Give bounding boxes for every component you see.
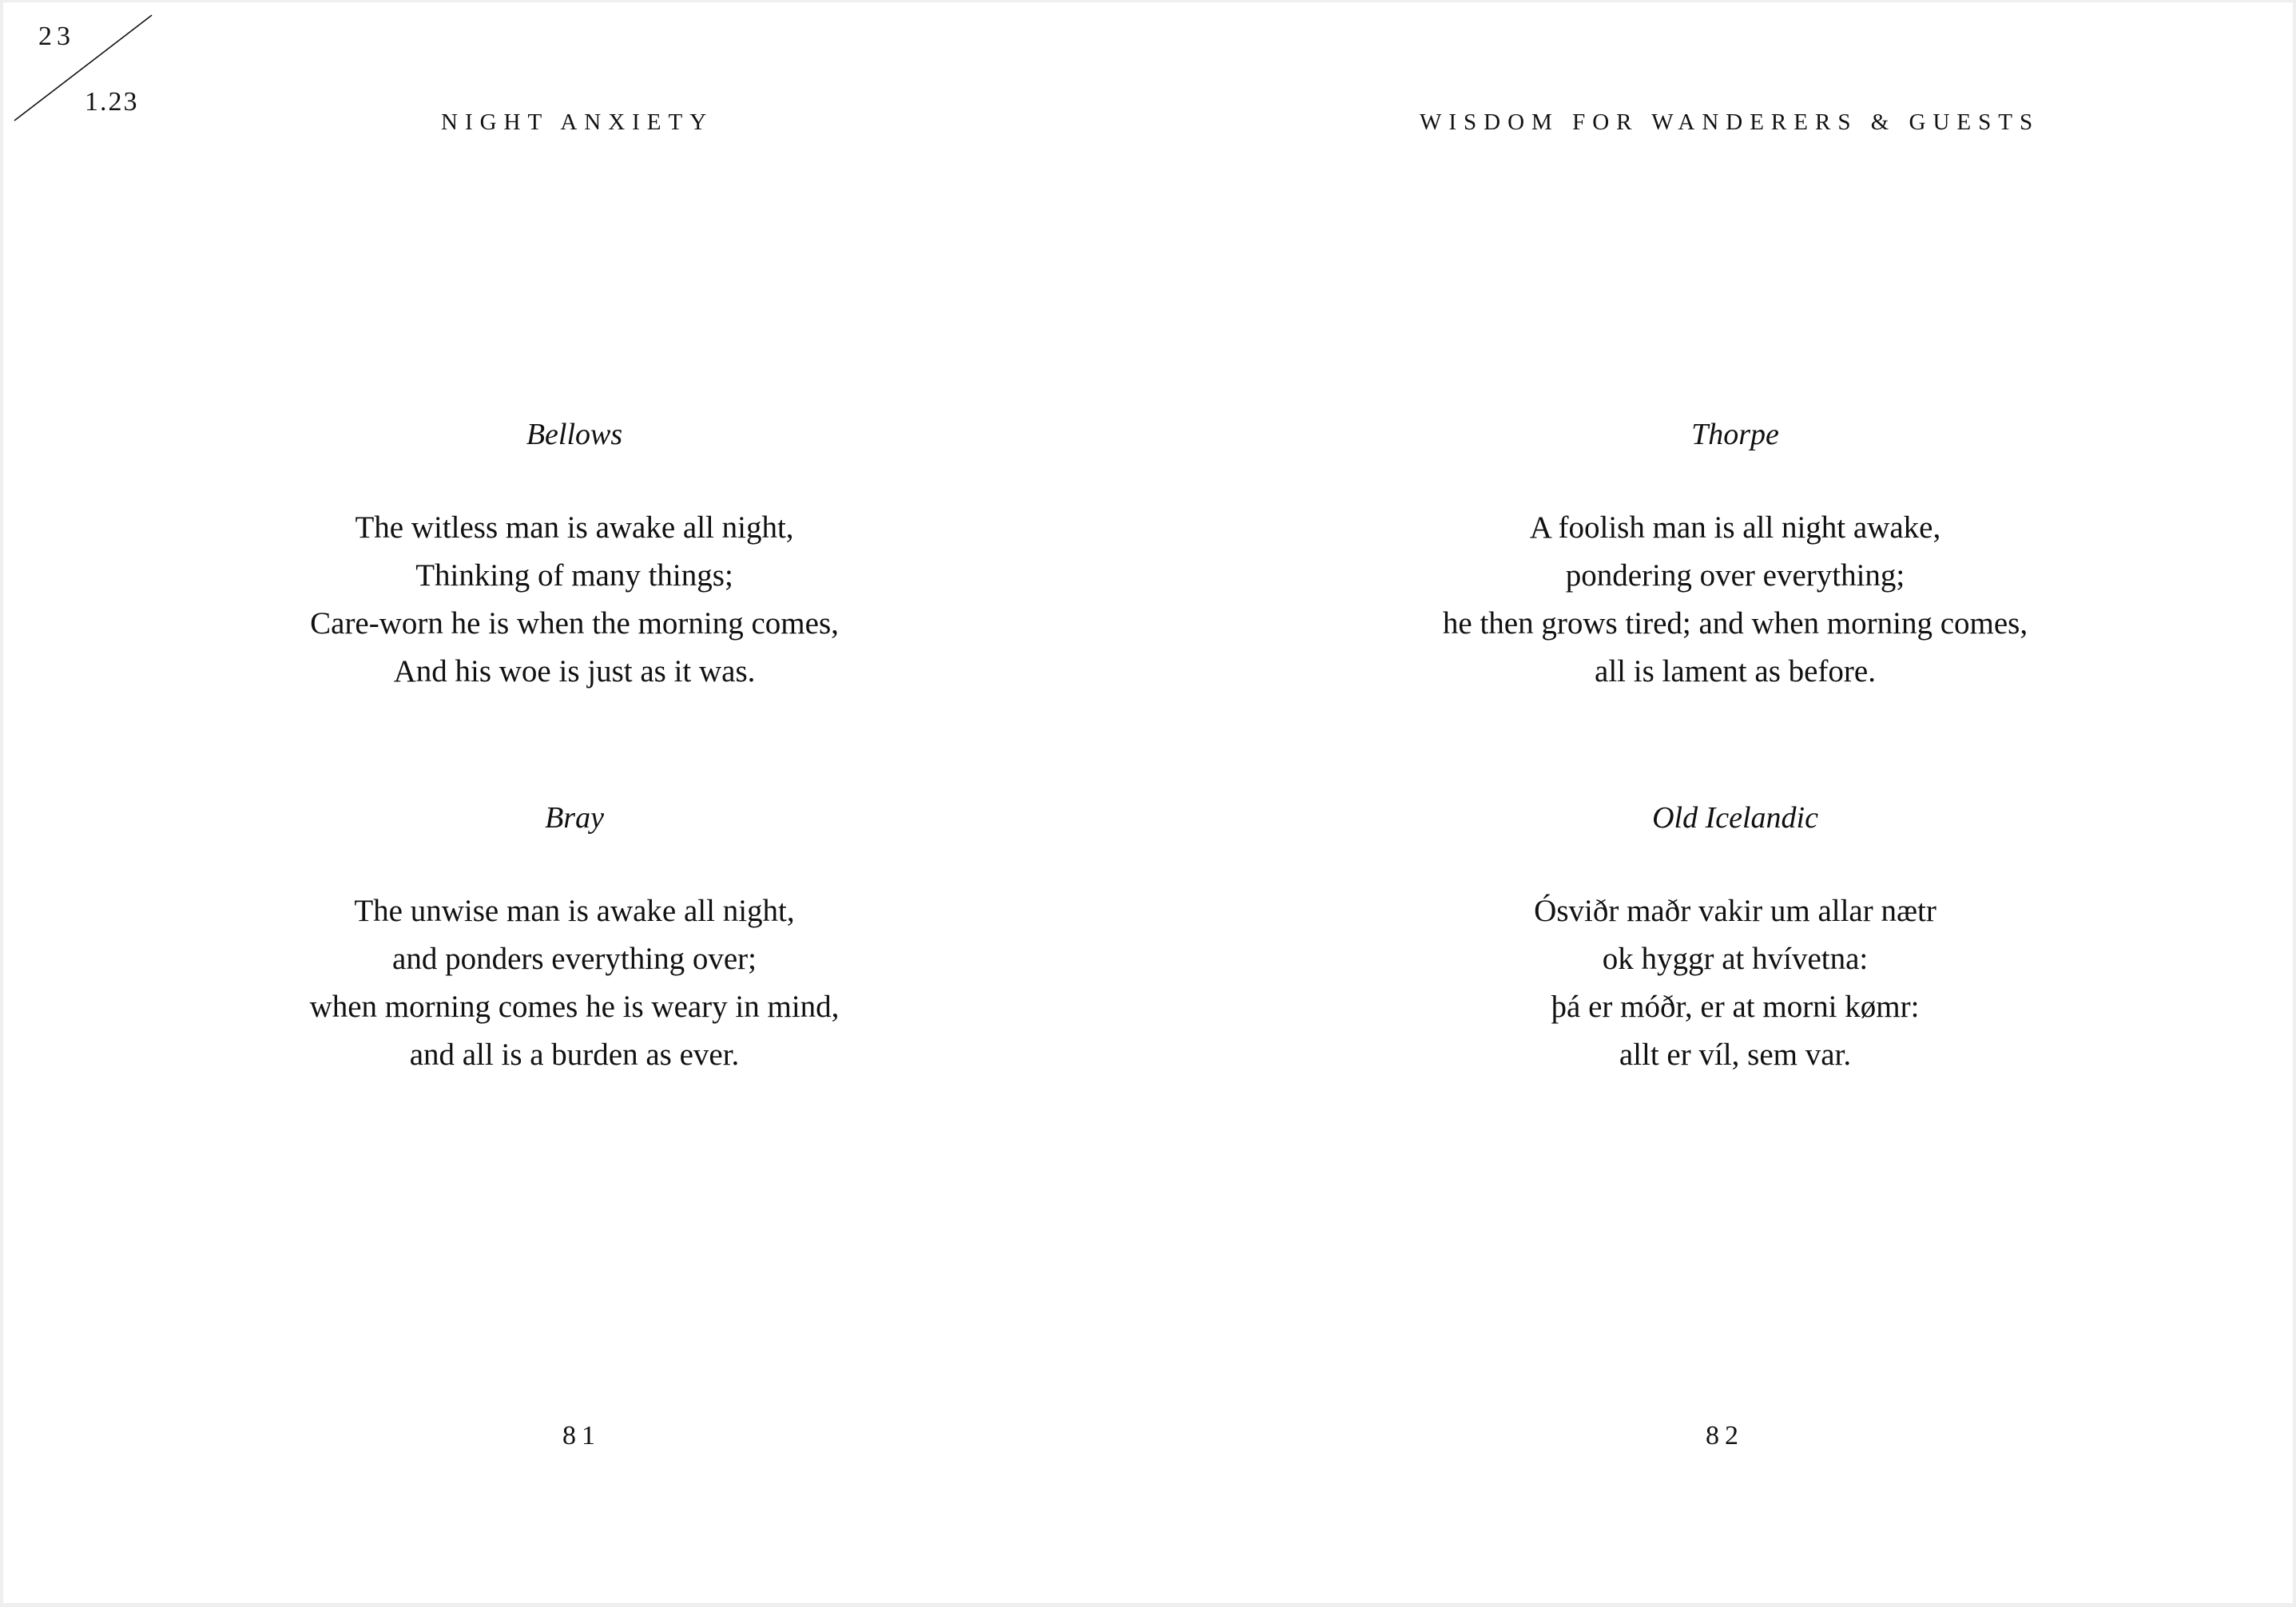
verse-line: Care-worn he is when the morning comes, bbox=[310, 606, 839, 641]
translator-name: Thorpe bbox=[1691, 418, 1779, 451]
verse bbox=[215, 887, 934, 1079]
translator-name: Bellows bbox=[526, 418, 623, 451]
translator-name: Old Icelandic bbox=[1652, 801, 1818, 835]
verse-line: all is lament as before. bbox=[1595, 654, 1876, 688]
verse-line: ok hyggr at hvívetna: bbox=[1602, 942, 1869, 976]
verse-line: allt er víl, sem var. bbox=[1619, 1038, 1852, 1072]
page-number: 82 bbox=[1706, 1421, 1744, 1450]
verse-line: And his woe is just as it was. bbox=[393, 654, 756, 688]
page-number: 81 bbox=[562, 1421, 601, 1450]
running-head: NIGHT ANXIETY bbox=[441, 109, 714, 135]
verse bbox=[1376, 887, 2095, 1079]
translation-block bbox=[1376, 419, 2095, 696]
stanza-number: 1.23 bbox=[85, 87, 139, 117]
verse-line: when morning comes he is weary in mind, bbox=[309, 990, 840, 1024]
translation-block bbox=[215, 803, 934, 1079]
translator-name: Bray bbox=[545, 801, 604, 835]
verse-line: þá er móðr, er at morni kømr: bbox=[1551, 990, 1920, 1024]
verse bbox=[215, 504, 934, 696]
translation-block bbox=[1376, 803, 2095, 1079]
verse-line: and ponders everything over; bbox=[392, 942, 757, 976]
verse-line: and all is a burden as ever. bbox=[409, 1038, 740, 1072]
verse-line: Ósviðr maðr vakir um allar nætr bbox=[1534, 894, 1937, 928]
left-page bbox=[3, 2, 1148, 1603]
right-page bbox=[1148, 2, 2293, 1603]
book-spread bbox=[3, 2, 2293, 1603]
verse-line: pondering over everything; bbox=[1565, 558, 1905, 593]
running-head: WISDOM FOR WANDERERS & GUESTS bbox=[1420, 109, 2040, 135]
chapter-number: 23 bbox=[38, 22, 75, 51]
verse-line: The unwise man is awake all night, bbox=[354, 894, 795, 928]
verse-line: he then grows tired; and when morning comes, bbox=[1442, 606, 2028, 641]
verse-line: A foolish man is all night awake, bbox=[1529, 510, 1941, 545]
translation-block bbox=[215, 419, 934, 696]
verse-line: Thinking of many things; bbox=[415, 558, 733, 593]
verse bbox=[1376, 504, 2095, 696]
verse-line: The witless man is awake all night, bbox=[355, 510, 794, 545]
